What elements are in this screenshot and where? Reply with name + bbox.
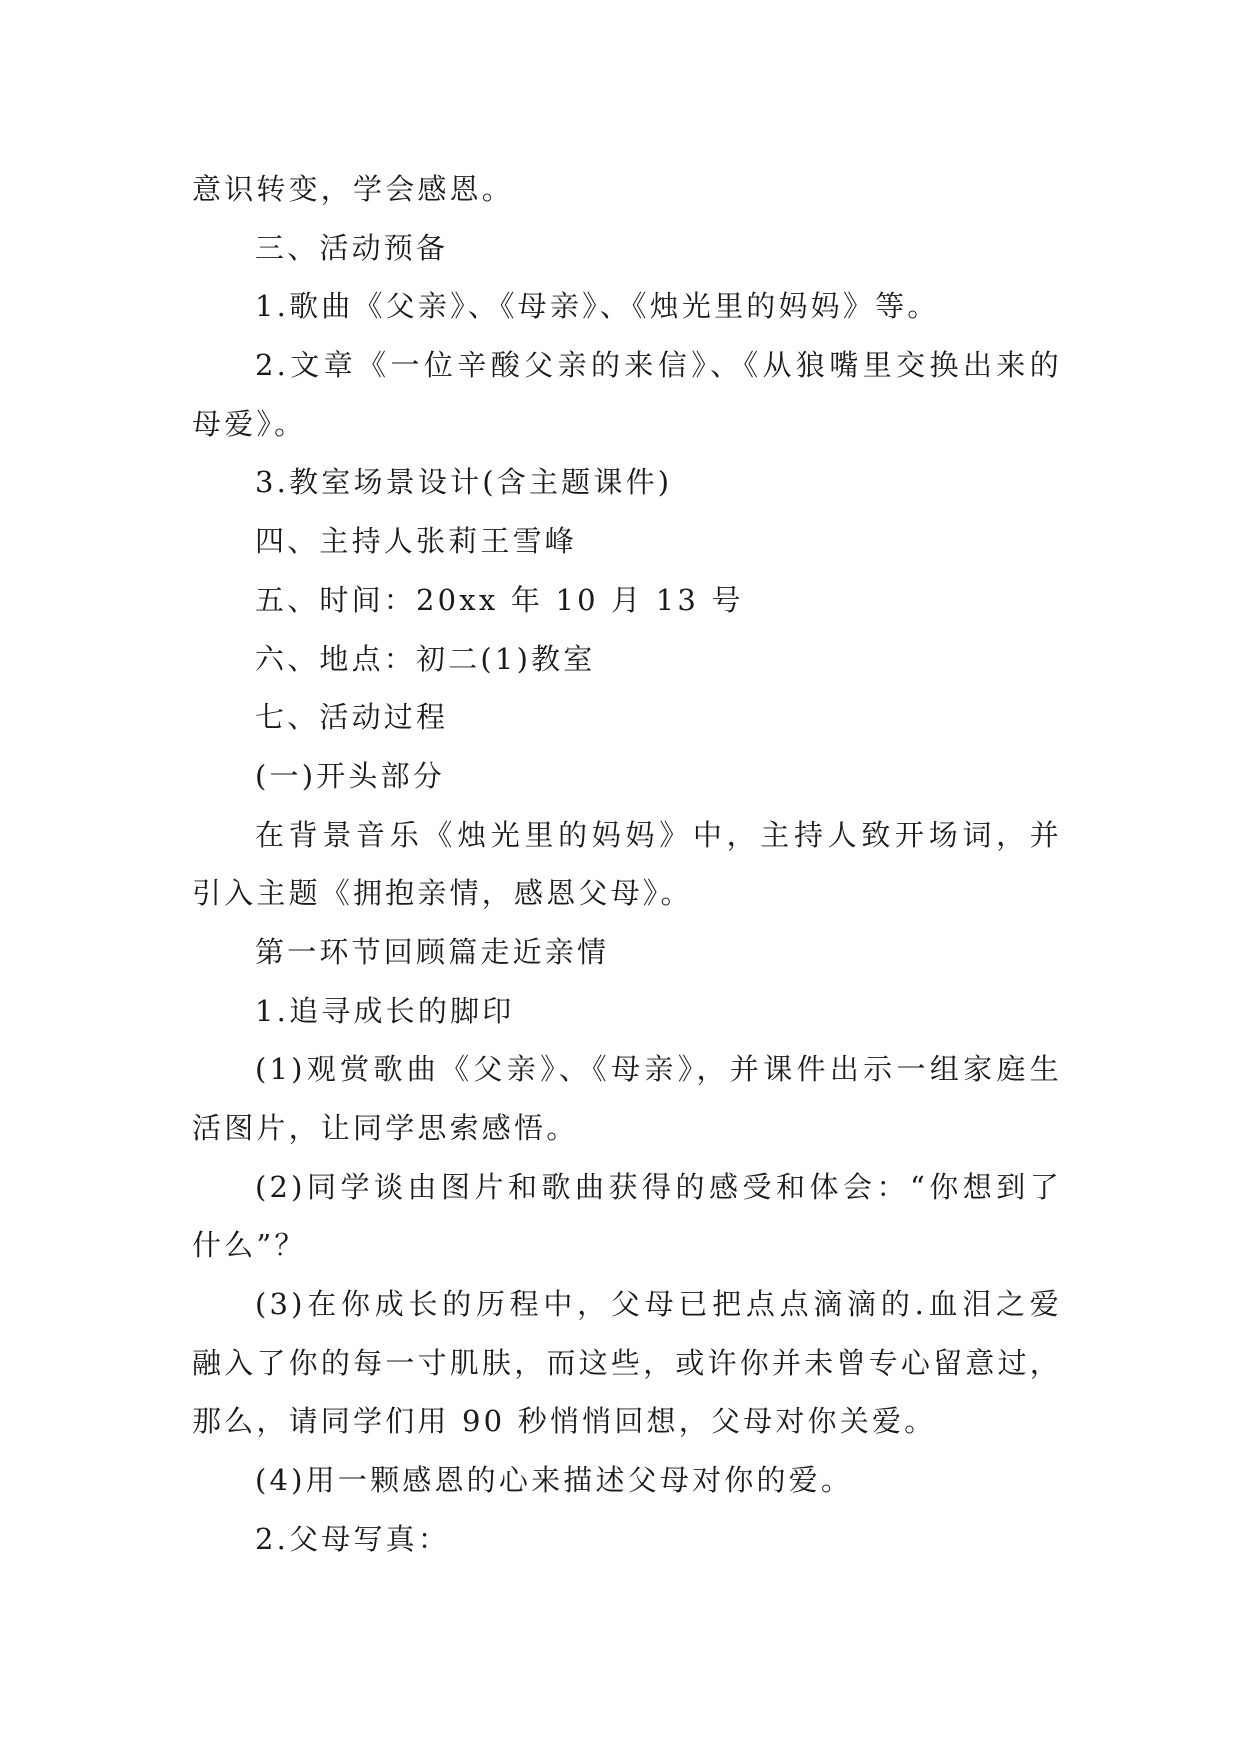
list-item-discussion: (2)同学谈由图片和歌曲获得的感受和体会：“你想到了: [255, 1169, 1062, 1204]
paragraph-line: 母爱》。: [192, 406, 307, 441]
paragraph-line: 什么”？: [192, 1228, 307, 1263]
subsection-heading-first-stage: 第一环节回顾篇走近亲情: [255, 934, 610, 969]
list-item-articles: 2.文章《一位辛酸父亲的来信》、《从狼嘴里交换出来的: [255, 348, 1062, 383]
paragraph-line: 活图片，让同学思索感悟。: [192, 1111, 579, 1145]
list-item-recall: (3)在你成长的历程中，父母已把点点滴滴的.血泪之爱: [255, 1287, 1062, 1322]
list-item-watch-songs: (1)观赏歌曲《父亲》、《母亲》，并课件出示一组家庭生: [255, 1052, 1062, 1087]
section-heading-preparation: 三、活动预备: [255, 230, 449, 265]
section-heading-location: 六、地点：初二(1)教室: [255, 641, 596, 676]
document-body: [192, 160, 1062, 1569]
section-heading-time: 五、时间：20xx 年 10 月 13 号: [255, 582, 744, 617]
section-heading-process: 七、活动过程: [255, 700, 449, 735]
list-item-parents-portrait: 2.父母写真：: [255, 1521, 451, 1556]
paragraph-line: 在背景音乐《烛光里的妈妈》中，主持人致开场词，并: [255, 817, 1062, 852]
list-item-describe-love: (4)用一颗感恩的心来描述父母对你的爱。: [255, 1463, 854, 1498]
paragraph-line: 意识转变，学会感恩。: [192, 172, 515, 206]
list-item-classroom-design: 3.教室场景设计(含主题课件): [255, 465, 673, 500]
list-item-songs: 1.歌曲《父亲》、《母亲》、《烛光里的妈妈》等。: [255, 289, 940, 324]
paragraph-line: 融入了你的每一寸肌肤，而这些，或许你并未曾专心留意过，: [192, 1345, 1062, 1380]
subsection-heading-opening: (一)开头部分: [255, 758, 446, 793]
section-heading-hosts: 四、主持人张莉王雪峰: [255, 524, 578, 559]
list-item-growth-footprints: 1.追寻成长的脚印: [255, 993, 515, 1028]
paragraph-line: 引入主题《拥抱亲情，感恩父母》。: [192, 876, 693, 911]
paragraph-line: 那么，请同学们用 90 秒悄悄回想，父母对你关爱。: [192, 1404, 937, 1439]
